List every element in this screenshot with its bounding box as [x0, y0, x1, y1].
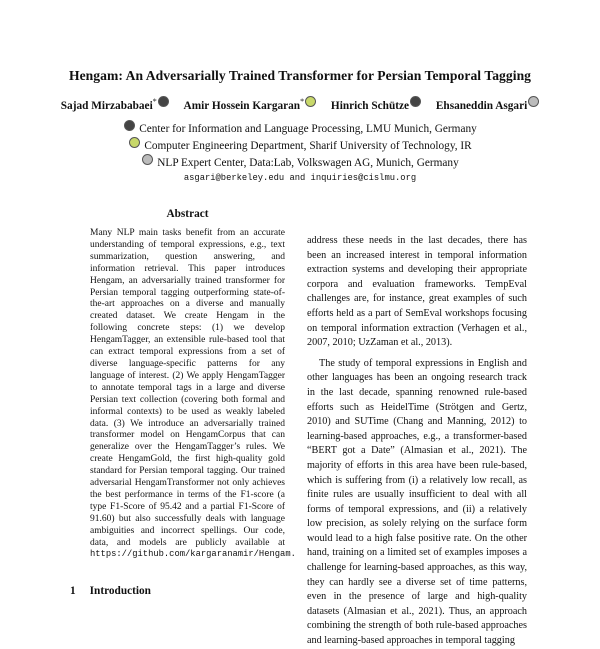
paragraph-1: address these needs in the last decades, there has been an increased interest in temporal information extraction systems and developing their appropriate corpora and evaluation frameworks. TempEval challenges are, for instance, great examples of such efforts held as a part of SemEval workshops focusing on temporal information extraction (Verhagen et al., 2007, 2010; UzZaman et al., 2013).	[307, 235, 527, 349]
abstract-heading: Abstract	[166, 208, 209, 220]
paragraph-2: The study of temporal expressions in English and other languages has been an ongoing research track in the last decade, spanning renowned rule-based efforts such as HeidelTime (Strötgen and Gertz, 2010) and SUTime (Chang and Manning, 2012) to learning-based approaches, e.g., a transformer-based “BERT got a Date” (Almasian et al., 2021). The majority of efforts in this area have been rule-based, which is suffering from (i) a relatively low recall, as finite rules are usually insufficient to deal with all forms of temporal expressions, and (ii) a relatively low precision, as solely relying on the surface form would lead to a high false positive rate. On the other hand, training on a limited set of examples imposes a challenge for learning-based approaches, as this way, they can hardly see a diverse set of time patterns, even in the presence of large and high-quality datasets (Almasian et al., 2021). Thus, an approach combining the strength of both rule-based approaches and learning-based approaches in temporal tagging	[307, 357, 527, 647]
paper-title: Hengam: An Adversarially Trained Transformer for Persian Temporal Tagging	[68, 68, 532, 83]
section-heading	[70, 585, 151, 597]
volkswagen-logo-icon	[528, 96, 539, 107]
equal-contribution-mark: *	[300, 97, 305, 107]
affiliation-2: Computer Engineering Department, Sharif University of Technology, IR	[0, 137, 600, 152]
author-list	[0, 96, 600, 112]
author-1	[60, 97, 169, 112]
sharif-logo-icon	[305, 96, 316, 107]
volkswagen-logo-icon	[142, 154, 153, 165]
abstract-body	[90, 228, 296, 561]
author-4	[436, 100, 539, 112]
section-title: Introduction	[89, 585, 151, 597]
author-name: Sajad Mirzababaei	[60, 100, 153, 112]
author-name: Hinrich Schütze	[330, 100, 410, 112]
section-number: 1	[70, 585, 76, 597]
sharif-logo-icon	[129, 137, 140, 148]
contact-emails: asgari@berkeley.edu and inquiries@cislmu.org	[183, 173, 417, 183]
code-url-link[interactable]: https://github.com/kargaranamir/Hengam.	[90, 549, 296, 560]
author-name: Ehsaneddin Asgari	[435, 100, 528, 112]
affiliation-1: Center for Information and Language Processing, LMU Munich, Germany	[0, 120, 600, 135]
abstract-text: Many NLP main tasks benefit from an accurate understanding of temporal expressions, e.g., text summarization, question answering, and information retrieval. This paper introduces Hengam, an adversarially trained transformer for Persian temporal tagging outperforming state-of-the-art approaches on a diverse and manually created dataset. We create Hengam in the following concrete steps: (1) we develop HengamTagger, an extensible rule-based tool that can extract temporal expressions from a set of diverse language-specific patterns for any language of interest. (2) We apply HengamTagger to annotate temporal tags in a large and diverse Persian text collection (covering both formal and informal contexts) to be used as weakly labeled data. (3) We introduce an adversarially trained transformer model on HengamCorpus that can generalize over the HengamTagger’s rules. We create HengamGold, the first high-quality gold standard for Persian temporal tagging. Our trained adversarial HengamTransformer not only achieves the best performance in terms of the F1-score (a type F1-Score of 95.42 and a partial F1-Score of 91.60) but also successfully deals with language ambiguities and incorrect spellings. Our code, data, and models are publicly available at	[90, 228, 285, 548]
equal-contribution-mark: *	[152, 97, 157, 107]
author-2	[183, 97, 317, 112]
author-name: Amir Hossein Kargaran	[183, 100, 301, 112]
lmu-logo-icon	[158, 96, 169, 107]
lmu-logo-icon	[124, 120, 135, 131]
lmu-logo-icon	[410, 96, 421, 107]
author-3	[331, 100, 421, 112]
right-column	[307, 234, 527, 649]
affiliation-3: NLP Expert Center, Data:Lab, Volkswagen AG, Munich, Germany	[0, 154, 600, 169]
